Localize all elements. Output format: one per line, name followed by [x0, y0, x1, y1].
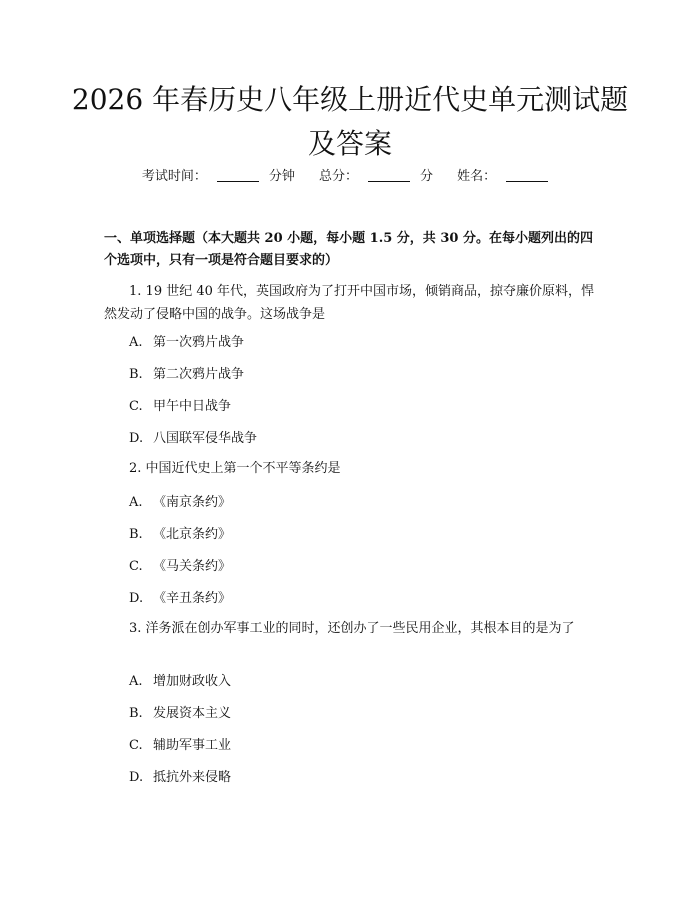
option-3c: C. 辅助军事工业 [129, 738, 232, 753]
option-1a: A. 第一次鸦片战争 [129, 335, 245, 350]
option-2d: D. 《辛丑条约》 [129, 591, 232, 606]
exam-name: 姓名： [457, 168, 558, 186]
option-3d: D. 抵抗外来侵略 [129, 770, 232, 785]
page-title [60, 78, 640, 166]
option-1c: C. 甲午中日战争 [129, 399, 232, 414]
question-3 [104, 617, 596, 640]
question-text: 洋务派在创办军事工业的同时，还创办了一些民用企业，其根本目的是为了 [145, 621, 575, 636]
option-2b: B. 《北京条约》 [129, 527, 232, 542]
option-3b: B. 发展资本主义 [129, 706, 232, 721]
question-text: 中国近代史上第一个不平等条约是 [145, 461, 341, 476]
question-number: 3. [129, 621, 142, 636]
question-number: 1. [129, 284, 142, 299]
option-3a: A. 增加财政收入 [129, 674, 232, 689]
exam-score: 总分： 分 [318, 169, 434, 184]
name-blank [506, 168, 548, 182]
title-line-2: 及答案 [307, 127, 392, 160]
option-2a: A. 《南京条约》 [129, 495, 232, 510]
option-1d: D. 八国联军侵华战争 [129, 431, 258, 446]
time-blank [217, 168, 259, 182]
option-2c: C. 《马关条约》 [129, 559, 232, 574]
question-2 [104, 457, 596, 480]
question-number: 2. [129, 461, 142, 476]
score-blank [368, 168, 410, 182]
title-line-1: 2026 年春历史八年级上册近代史单元测试题 [71, 83, 629, 116]
exam-meta [0, 168, 700, 186]
section-heading: 一、单项选择题（本大题共 20 小题，每小题 1.5 分，共 30 分。在每小题列出的四个选项中，只有一项是符合题目要求的） [104, 231, 593, 268]
question-text: 19 世纪 40 年代，英国政府为了打开中国市场，倾销商品，掠夺廉价原料，悍然发动了侵略中国的战争。这场战争是 [104, 284, 595, 322]
question-1 [104, 280, 596, 326]
exam-time: 考试时间： 分钟 [141, 169, 295, 184]
option-1b: B. 第二次鸦片战争 [129, 367, 245, 382]
